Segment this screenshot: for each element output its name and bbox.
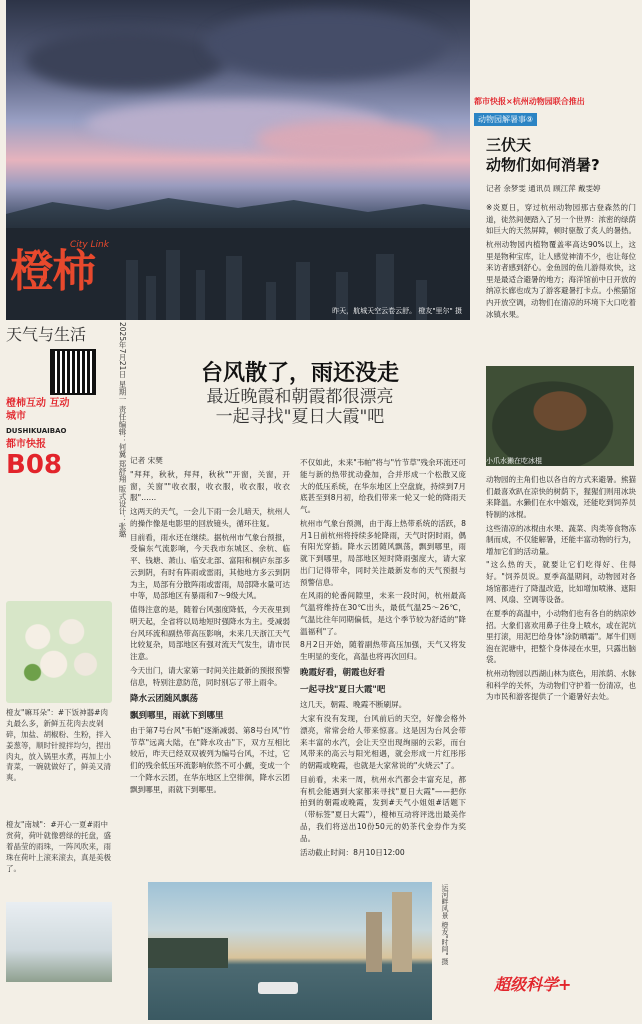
section-subheading: 一起寻找"夏日大霞"吧 [300,685,386,696]
article-para: 由于第7号台风"韦帕"逐渐减弱、第8号台风"竹节草"远离大陆，在"降水攻击"下，双方互相比较后，昨天已经双双被列为编号台风，不过，它们的残余低压环流影响依然不可小觑，变成一个一个降水云团，在华东地区上空徘徊，降水云团飘到哪里，雨就下到哪里。 [130,725,290,794]
article-para: 目前看，雨水还在继续。据杭州市气象台预报，受偏东气流影响，今天我市东城区、余杭、临平、钱塘、萧山、临安北部、富阳和桐庐东部多云到阴，有时有阵雨或雷雨，其他地方多云到阴为主，局部有分散阵雨或雷雨，局部降水量可达中等，局部地区有暴雨和7～9级大风。 [130,532,290,601]
right-tag-top: 都市快报×杭州动物园联合推出 [474,97,585,106]
food-caption: 橙友"嘛耳朵"：#下饭神器#肉丸最么多，新鲜五花肉去皮剁碎，加盐、胡椒粉、生粉，拌入姜葱等，顺时针搅拌均匀，捏出肉丸，放入锅里水煮，再加上小青菜，一碗就做好了，鲜美又清爽。 [6,708,111,783]
qr-caption: 橙柿互动 互动城市 [6,398,70,422]
page-number: B08 [6,450,62,480]
main-article-col-1 [130,455,290,873]
main-subtitle-1: 最近晚霞和朝霞都很漂亮 [206,387,394,407]
bottom-brand [494,972,636,1020]
article-para: 今天出门，请大家第一时间关注最新的预报预警信息，特别注意防范，同时别忘了带上雨伞。 [130,666,290,687]
main-subtitle-2: 一起寻找"夏日大霞"吧 [215,407,385,428]
right-para: 杭州动物园以西湖山林为底色，用浓荫、水脉和科学的关怀，为动物们守护着一份清凉，也为市民和游客提供了一个避暑好去处。 [486,669,636,702]
lotus-caption: 橙友"南城"：#开心一夏#雨中赏荷，荷叶就像碧绿的托盘，盛着晶莹的雨珠，一阵风吹来，雨珠在荷叶上滚来滚去，真是美极了。 [6,820,111,873]
logo-en: City Link [70,240,109,250]
series-tag: 动物园解暑事⑨ [474,113,537,126]
qr-code[interactable] [50,349,96,395]
article-para: 活动截止时间：8月10日12:00 [300,847,405,857]
right-para: "这么热的天，就要让它们吃得好、住得好。"饲养员说。夏季高温期间，动物园对各场馆都进行了降温改造，比如增加喷淋、遮阳网、风扇、空调等设备。 [486,560,636,605]
right-title-2: 动物们如何消暑? [486,155,600,174]
article-para: 杭州市气象台预测，由于海上热带系统的活跃，8月1日前杭州将持续多轮降雨，天气时阴时雨，偶有阳光穿插。降水云团随风飘荡，飘到哪里，雨就下到哪里，局部地区短时降雨强度大，请大家出门记得带伞，同时关注最新发布的天气预报与预警信息。 [300,518,466,587]
right-para: 这些清凉的冰棍由水果、蔬菜、肉类等食物冻制而成，不仅能解暑，还能丰富动物的行为，增加它们的活动量。 [486,523,636,556]
otter-caption: 小爪水獭在吃冰棍 [486,457,542,465]
lotus-photo [6,902,112,982]
masthead-logo [10,240,120,330]
right-article-bottom [486,472,636,966]
right-para: ※炎夏日，穿过杭州动物园那古登森然的门道，徒然间便踏入了另一个世界：浓密的绿荫如巨大的天然屏障，顿时驱散了炙人的暑热。 [486,203,636,236]
article-para: 8月2日开始，随着副热带高压加强，天气又将发生明显的变化，高温也将再次回归。 [300,640,466,662]
food-photo [6,601,112,703]
canal-photo [148,882,432,1020]
right-para: 动物园的主角们也以各自的方式来避暑。熊猫们最喜欢趴在凉快的树荫下，猩猩们则用冰块来降温。水獭们在水中嬉戏，还能吃到饲养员特制的冰棍。 [486,475,636,519]
section-heading: 降水云团随风飘荡 [130,693,199,704]
article-para: 这几天，朝霞、晚霞不断刷屏。 [300,700,407,710]
article-para: "拜拜，秋秋，拜拜，秋秋""开窗，关窗，开窗，关窗""收衣服，收衣服，收衣服，收衣服"…… [130,469,290,503]
section-subheading: 飘到哪里，雨就下到哪里 [130,710,224,721]
article-para: 在风雨的轮番间隙里，未来一段时间，杭州最高气温将维持在30℃出头，最低气温25～26℃，气温比往年同期偏低，是这个季节较为舒适的"降温福利"了。 [300,591,466,636]
right-para: 在夏季的高温中，小动物们也有各自的纳凉妙招。大象们喜欢用鼻子往身上喷水，或在泥坑里打滚，用泥巴给身体"涂防晒霜"。犀牛们则泡在泥塘中，把整个身体浸在水里，只露出脑袋。 [486,608,636,665]
right-title-1: 三伏天 [486,136,532,154]
right-article-top [486,200,636,362]
bottom-brand-text: 超级科学+ [494,975,572,994]
main-title: 台风散了，雨还没走 [200,361,399,386]
logo-cn: 橙柿 [10,246,94,297]
article-para: 目前看，未来一周，杭州水汽都会丰富充足，都有机会能遇到大家都来寻找"夏日大霞"——把你拍到的朝霞或晚霞，发到#天气小姐姐#话题下（带标签"夏日大霞"），橙柿互动将评选出最美作品，我们将送出10份50元的奶茶代金券作为奖品。 [300,774,466,843]
right-column [474,0,642,198]
article-para: 大家有没有发现，台风前后的天空，好像会格外漂亮，常常会给人带来惊喜。这是因为台风会带来丰富的水汽，会让天空出现绚丽的云彩，而台风带来的高云与阳光相遇，就会形成一片红彤彤的朝霞或晚霞，也就是大家常说的"火烧云"了。 [300,714,466,771]
article-para: 这两天的天气，一会儿下雨一会儿暗天，杭州人的操作像是电影里的回放镜头，循环往复。 [130,507,290,528]
top-photo-caption: 昨天，航城天空云卷云舒。 橙友"里尔" 摄 [332,307,462,315]
otter-photo [486,366,634,466]
canal-photo-caption: 运河畔风景 橙友"时间" 摄 [441,884,449,965]
article-para: 值得注意的是，随着台风强度降低，今天夜里到明天起，全省将以局地短时强降水为主。受减弱台风环流和副热带高压影响，未来几天浙江天气比较复杂，局部地区有强对流天气发生，请市民注意。 [130,605,290,662]
paper-name-cn: 都市快报 [6,439,46,450]
left-sidebar [6,322,112,480]
byline: 记者 宋樊 [130,456,163,465]
main-headline-block [130,356,470,428]
paper-name-en: DUSHIKUAIBAO [6,427,67,435]
main-article-col-2 [300,455,466,873]
right-byline: 记者 余梦雯 通讯员 顾江萍 戴雯婷 [486,184,601,193]
section-heading: 晚霞好看，朝霞也好看 [300,668,386,679]
section-title: 天气与生活 [6,325,87,344]
article-para: 不仅如此，未来"韦帕"将与"竹节草"残余环流还可能与新的热带扰动叠加，合并形成一个松散又庞大的低压系统，在华东地区上空盘旋，持续到7月底甚至到8月初，给我们带来一轮又一轮的降雨天气。 [300,458,466,515]
date-line: 2025年7月21日 星期一 责任编辑：何冀 郑舒翔 版式设计：张璐 [118,322,127,538]
right-para: 杭州动物园内植物覆盖率高达90%以上，这里是物种宝库，让人感觉神清不少，也让每位来访者感到舒心。金鱼园的鱼儿游得欢快，这里是最适合避暑的地方；海洋馆前中日开放的纳凉长廊也成为了游客避暑打卡点。小熊猫馆内开放空调，动物们在清凉的环境下大口吃着冰镇水果。 [486,239,636,319]
